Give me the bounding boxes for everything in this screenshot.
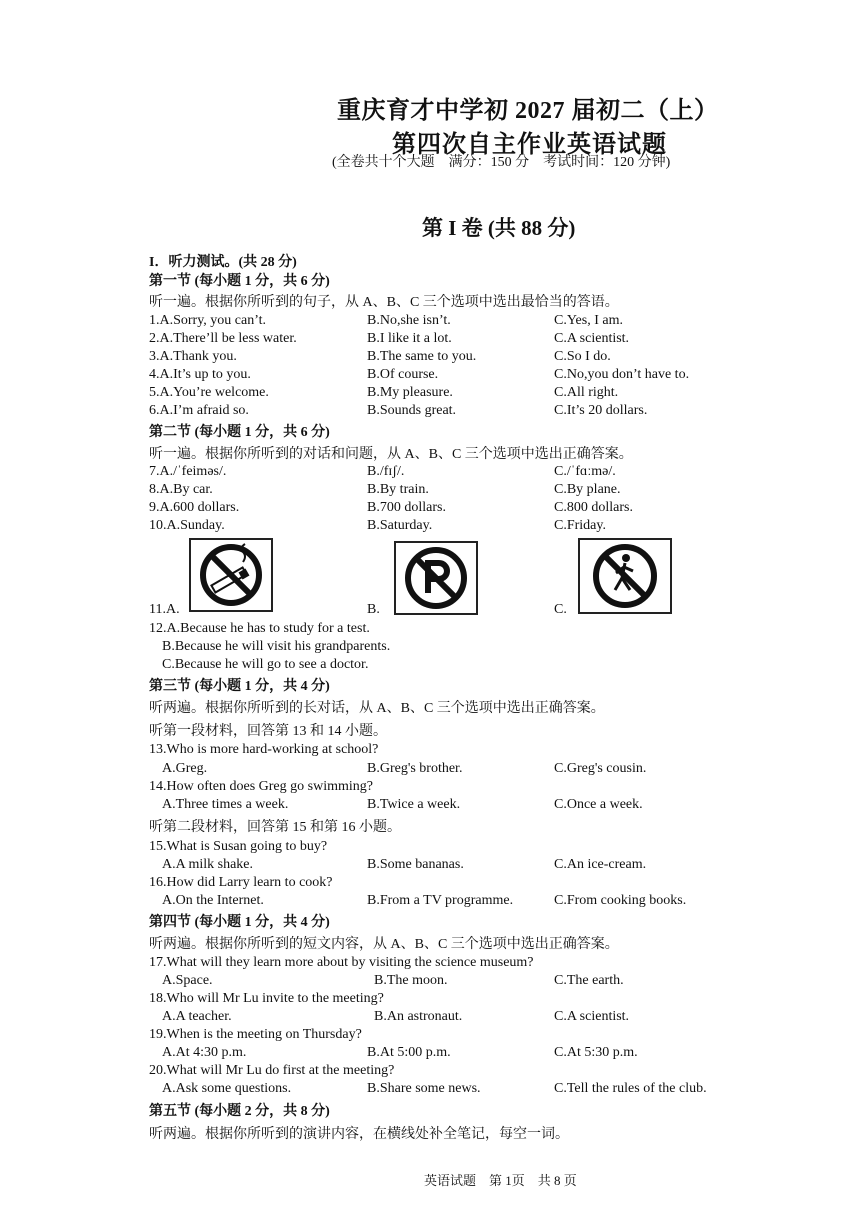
q20-option-c: C.Tell the rules of the club. xyxy=(554,1081,707,1096)
sec3-material1: 听第一段材料，回答第 13 和 14 小题。 xyxy=(149,724,387,739)
q19-option-a: A.At 4:30 p.m. xyxy=(162,1045,247,1060)
q19-stem: 19.When is the meeting on Thursday? xyxy=(149,1027,362,1042)
q14-option-b: B.Twice a week. xyxy=(367,797,461,812)
q20-option-b: B.Share some news. xyxy=(367,1081,481,1096)
q13-option-b: B.Greg's brother. xyxy=(367,761,463,776)
sec4-instruction: 听两遍。根据你所听到的短文内容，从 A、B、C 三个选项中选出正确答案。 xyxy=(149,937,619,952)
q9-option-b: B.700 dollars. xyxy=(367,500,446,515)
sec3-material2: 听第二段材料，回答第 15 和第 16 小题。 xyxy=(149,820,401,835)
sec2-heading: 第二节 (每小题 1 分，共 6 分) xyxy=(149,425,330,440)
q10-option-a: 10.A.Sunday. xyxy=(149,518,225,533)
q2-option-b: B.I like it a lot. xyxy=(367,331,452,346)
q12-option-c: C.Because he will go to see a doctor. xyxy=(162,657,369,672)
q9-option-c: C.800 dollars. xyxy=(554,500,633,515)
q9-option-a: 9.A.600 dollars. xyxy=(149,500,240,515)
sec3-instruction: 听两遍。根据你所听到的长对话，从 A、B、C 三个选项中选出正确答案。 xyxy=(149,701,605,716)
q11-option-c: C. xyxy=(554,602,567,617)
q2-option-a: 2.A.There’ll be less water. xyxy=(149,331,297,346)
q18-option-a: A.A teacher. xyxy=(162,1009,232,1024)
q8-option-a: 8.A.By car. xyxy=(149,482,213,497)
q13-option-a: A.Greg. xyxy=(162,761,208,776)
q18-stem: 18.Who will Mr Lu invite to the meeting? xyxy=(149,991,384,1006)
exam-title-line2: 第四次自主作业英语试题 xyxy=(392,132,667,158)
q19-option-c: C.At 5:30 p.m. xyxy=(554,1045,638,1060)
q11-option-a: 11.A. xyxy=(149,602,180,617)
q13-stem: 13.Who is more hard-working at school? xyxy=(149,742,379,757)
sec4-heading: 第四节 (每小题 1 分，共 4 分) xyxy=(149,915,330,930)
q5-option-b: B.My pleasure. xyxy=(367,385,453,400)
q17-option-c: C.The earth. xyxy=(554,973,624,988)
q8-option-c: C.By plane. xyxy=(554,482,621,497)
q5-option-a: 5.A.You’re welcome. xyxy=(149,385,269,400)
q17-stem: 17.What will they learn more about by visiting the science museum? xyxy=(149,955,534,970)
q7-option-a: 7.A./ˈfeiməs/. xyxy=(149,464,227,479)
q3-option-b: B.The same to you. xyxy=(367,349,477,364)
q1-option-b: B.No,she isn’t. xyxy=(367,313,451,328)
q15-option-b: B.Some bananas. xyxy=(367,857,464,872)
q14-stem: 14.How often does Greg go swimming? xyxy=(149,779,373,794)
q18-option-b: B.An astronaut. xyxy=(374,1009,463,1024)
q7-option-b: B./fɪʃ/. xyxy=(367,464,405,479)
page-footer: 英语试题 第 1页 共 8 页 xyxy=(424,1173,577,1188)
q16-stem: 16.How did Larry learn to cook? xyxy=(149,875,333,890)
q6-option-c: C.It’s 20 dollars. xyxy=(554,403,648,418)
q11-option-b: B. xyxy=(367,602,380,617)
no-parking-icon xyxy=(394,541,478,615)
q14-option-c: C.Once a week. xyxy=(554,797,643,812)
sec3-heading: 第三节 (每小题 1 分，共 4 分) xyxy=(149,679,330,694)
sec5-instruction: 听两遍。根据你所听到的演讲内容，在横线处补全笔记，每空一词。 xyxy=(149,1127,569,1142)
q20-option-a: A.Ask some questions. xyxy=(162,1081,292,1096)
q3-option-c: C.So I do. xyxy=(554,349,611,364)
q20-stem: 20.What will Mr Lu do first at the meeting? xyxy=(149,1063,395,1078)
part1-heading: I．听力测试。(共 28 分) xyxy=(149,255,297,270)
sec1-instruction: 听一遍。根据你所听到的句子，从 A、B、C 三个选项中选出最恰当的答语。 xyxy=(149,295,619,310)
q14-option-a: A.Three times a week. xyxy=(162,797,289,812)
q10-option-c: C.Friday. xyxy=(554,518,606,533)
q17-option-b: B.The moon. xyxy=(374,973,448,988)
q18-option-c: C.A scientist. xyxy=(554,1009,630,1024)
no-smoking-icon xyxy=(189,538,273,612)
volume-title: 第 I 卷 (共 88 分) xyxy=(422,216,576,240)
q13-option-c: C.Greg's cousin. xyxy=(554,761,647,776)
q5-option-c: C.All right. xyxy=(554,385,619,400)
q16-option-c: C.From cooking books. xyxy=(554,893,687,908)
q15-option-c: C.An ice-cream. xyxy=(554,857,647,872)
q6-option-a: 6.A.I’m afraid so. xyxy=(149,403,249,418)
q10-option-b: B.Saturday. xyxy=(367,518,433,533)
q3-option-a: 3.A.Thank you. xyxy=(149,349,237,364)
q2-option-c: C.A scientist. xyxy=(554,331,630,346)
exam-title-line1: 重庆育才中学初 2027 届初二（上） xyxy=(337,98,719,124)
q8-option-b: B.By train. xyxy=(367,482,429,497)
q12-option-a: 12.A.Because he has to study for a test. xyxy=(149,621,370,636)
q17-option-a: A.Space. xyxy=(162,973,213,988)
q4-option-b: B.Of course. xyxy=(367,367,439,382)
sec2-instruction: 听一遍。根据你所听到的对话和问题，从 A、B、C 三个选项中选出正确答案。 xyxy=(149,447,633,462)
q15-option-a: A.A milk shake. xyxy=(162,857,253,872)
q16-option-b: B.From a TV programme. xyxy=(367,893,514,908)
q15-stem: 15.What is Susan going to buy? xyxy=(149,839,328,854)
q19-option-b: B.At 5:00 p.m. xyxy=(367,1045,451,1060)
q4-option-a: 4.A.It’s up to you. xyxy=(149,367,251,382)
q1-option-c: C.Yes, I am. xyxy=(554,313,623,328)
exam-subtitle: (全卷共十个大题 满分：150 分 考试时间：120 分钟) xyxy=(332,155,671,170)
q1-option-a: 1.A.Sorry, you can’t. xyxy=(149,313,267,328)
no-walking-icon xyxy=(578,538,672,614)
q12-option-b: B.Because he will visit his grandparents. xyxy=(162,639,391,654)
sec5-heading: 第五节 (每小题 2 分，共 8 分) xyxy=(149,1104,330,1119)
q7-option-c: C./ˈfɑːmə/. xyxy=(554,464,616,479)
q16-option-a: A.On the Internet. xyxy=(162,893,264,908)
q6-option-b: B.Sounds great. xyxy=(367,403,457,418)
q4-option-c: C.No,you don’t have to. xyxy=(554,367,690,382)
sec1-heading: 第一节 (每小题 1 分，共 6 分) xyxy=(149,274,330,289)
